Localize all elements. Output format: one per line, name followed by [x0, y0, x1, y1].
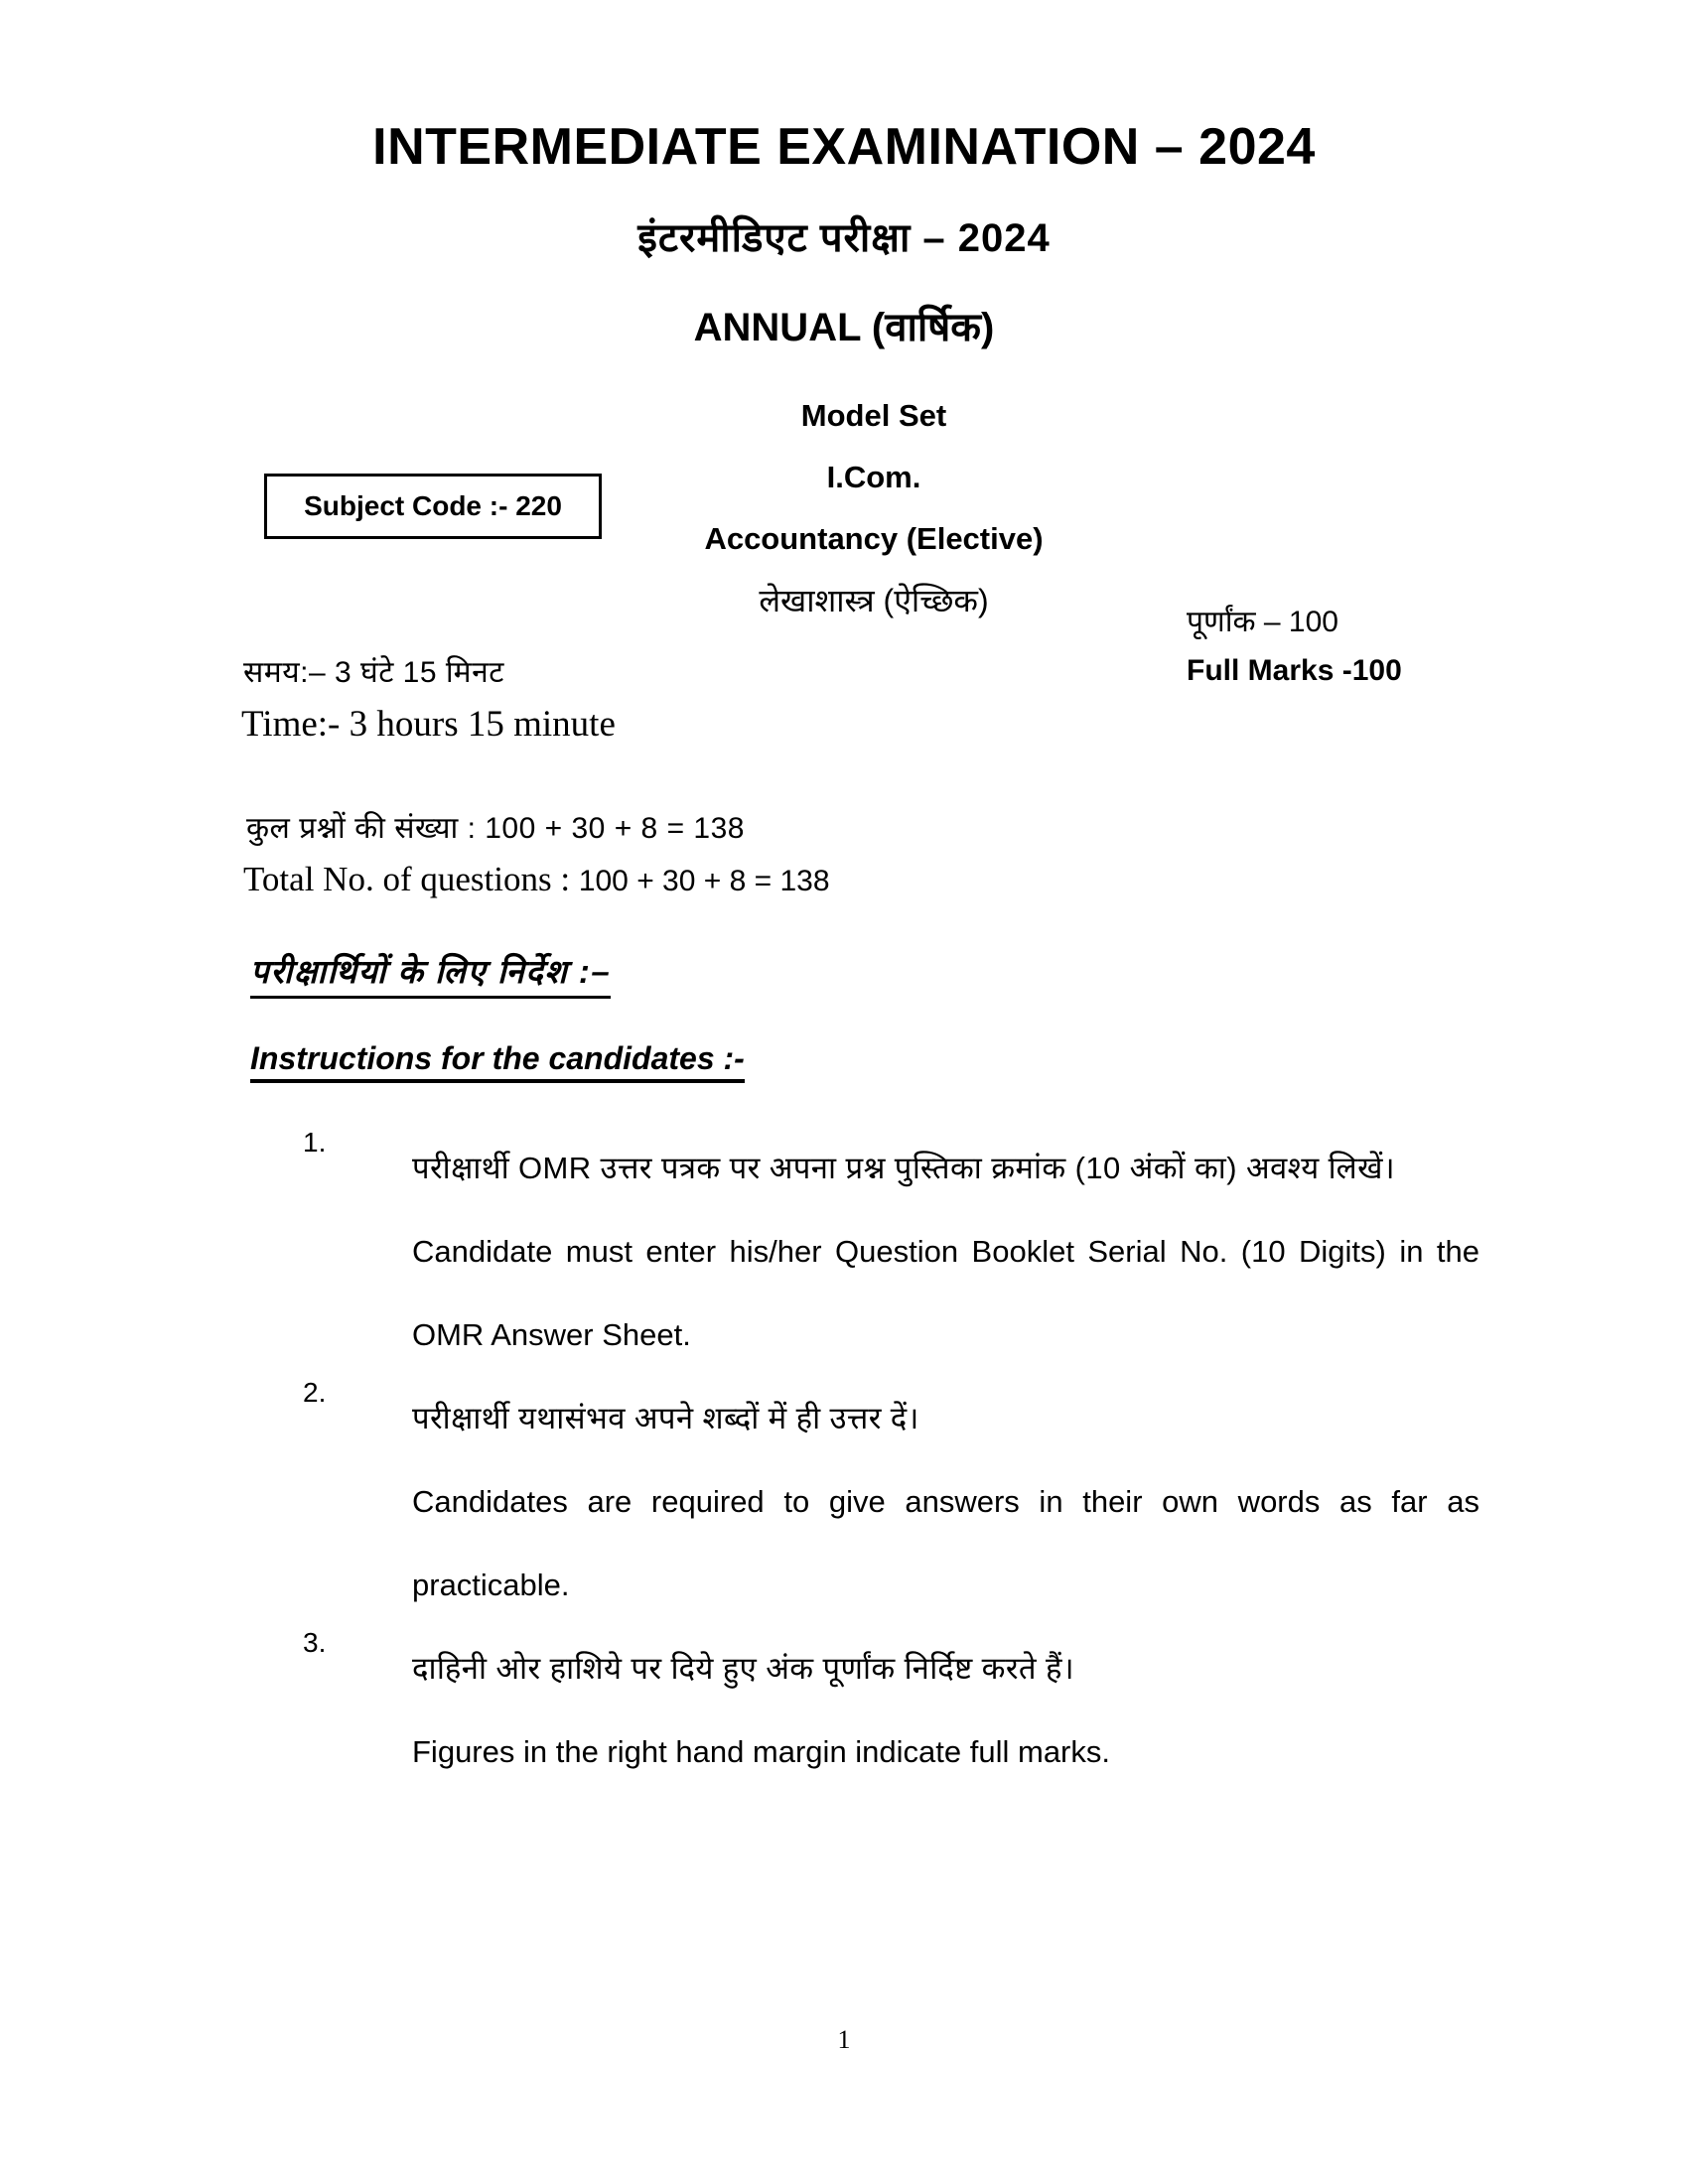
- instruction-number: 1.: [303, 1127, 327, 1158]
- total-questions-english-label: Total No. of questions :: [243, 860, 579, 898]
- instruction-text-hindi: परीक्षार्थी OMR उत्तर पत्रक पर अपना प्रश्न पुस्तिका क्रमांक (10 अंकों का) अवश्य लिखें।: [412, 1151, 1395, 1185]
- instruction-text-english: Candidates are required to give answers in their own words as far as practicable.: [412, 1484, 1479, 1602]
- full-marks-block: [1187, 598, 1402, 695]
- total-questions-english-numbers: 100 + 30 + 8 = 138: [578, 865, 830, 897]
- page-title: INTERMEDIATE EXAMINATION – 2024: [372, 118, 1316, 176]
- total-questions-hindi: कुल प्रश्नों की संख्या : 100 + 30 + 8 = 138: [246, 812, 745, 845]
- subject-code-label: Subject Code :- 220: [304, 490, 562, 521]
- instructions-heading-hindi: परीक्षार्थियों के लिए निर्देश :–: [250, 948, 611, 999]
- exam-duration-hindi: समय:– 3 घंटे 15 मिनट: [243, 656, 504, 689]
- full-marks-english: Full Marks -100: [1187, 654, 1402, 687]
- instruction-item: [0, 1377, 1688, 1627]
- instruction-item: [0, 1127, 1688, 1377]
- page-title-hindi: इंटरमीडिएट परीक्षा – 2024: [637, 216, 1051, 260]
- subject-name-english: Accountancy (Elective): [704, 521, 1044, 556]
- model-set-label: Model Set: [800, 398, 947, 433]
- stream-label: I.Com.: [826, 460, 921, 494]
- instructions-list: [0, 1127, 1688, 1794]
- instruction-text-english: Figures in the right hand margin indicate full marks.: [412, 1734, 1110, 1769]
- instruction-body: [412, 1127, 1479, 1377]
- instruction-number: 2.: [303, 1377, 327, 1408]
- full-marks-hindi: पूर्णांक – 100: [1187, 606, 1338, 638]
- instruction-text-hindi: परीक्षार्थी यथासंभव अपने शब्दों में ही उत्तर दें।: [412, 1401, 919, 1435]
- exam-duration-english: Time:- 3 hours 15 minute: [241, 704, 616, 745]
- subject-name-hindi: लेखाशास्त्र (ऐच्छिक): [759, 583, 989, 618]
- instructions-heading-english: Instructions for the candidates :-: [250, 1040, 745, 1083]
- page-number-footer: 1: [837, 2025, 851, 2054]
- instruction-text-hindi: दाहिनी ओर हाशिये पर दिये हुए अंक पूर्णांक निर्दिष्ट करते हैं।: [412, 1651, 1075, 1686]
- instruction-number: 3.: [303, 1627, 327, 1658]
- subject-code-box: [264, 474, 602, 539]
- total-questions-english: [243, 860, 830, 899]
- instruction-item: [0, 1627, 1688, 1794]
- instruction-body: [412, 1627, 1479, 1794]
- exam-type-heading: ANNUAL (वार्षिक): [693, 306, 995, 349]
- instruction-text-english: Candidate must enter his/her Question Booklet Serial No. (10 Digits) in the OMR Answer Sheet.: [412, 1234, 1479, 1352]
- instruction-body: [412, 1377, 1479, 1627]
